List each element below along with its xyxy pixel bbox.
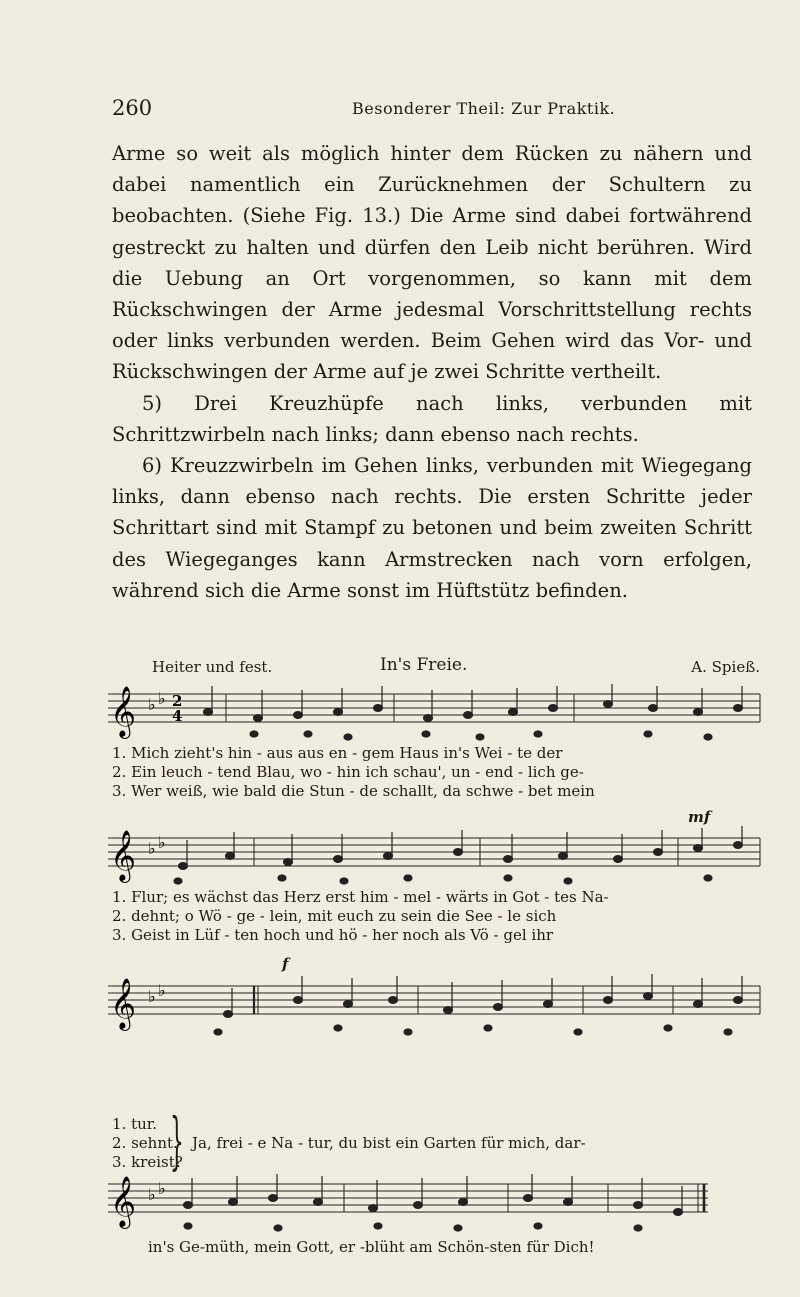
- dynamic-marking: f: [282, 955, 289, 973]
- lyric-line: 1. Flur; es wächst das Herz erst him - mel - wärts in Got - tes Na-: [112, 888, 609, 906]
- verse-ending: 3. kreist?: [112, 1153, 183, 1171]
- lyric-line: 3. Wer weiß, wie bald die Stun - de schallt, da schwe - bet mein: [112, 782, 595, 800]
- dynamic-marking: mf: [688, 808, 711, 826]
- tempo-marking: Heiter und fest.: [152, 658, 273, 676]
- flat-icon: ♭: [148, 1185, 156, 1204]
- lyric-line: 1. Mich zieht's hin - aus aus en - gem Haus in's Wei - te der: [112, 744, 563, 762]
- song-header: [110, 655, 760, 682]
- page-number: 260: [112, 96, 153, 120]
- treble-clef-icon: 𝄞: [110, 686, 137, 737]
- lyric-line: 2. Ein leuch - tend Blau, wo - hin ich schau', un - end - lich ge-: [112, 763, 584, 781]
- flat-icon: ♭: [158, 833, 166, 852]
- verse-ending: 1. tur.: [112, 1115, 158, 1133]
- treble-clef-icon: 𝄞: [110, 830, 137, 881]
- running-head: Besonderer Theil: Zur Praktik.: [352, 99, 616, 118]
- time-signature: 2: [172, 692, 183, 710]
- paragraph: Arme so weit als möglich hinter dem Rücken zu nähern und dabei namentlich ein Zurücknehmen der Schultern zu beobachten. (Siehe Fig. 13.) Die Arme sind dabei fortwährend gestreckt zu halten und dürfen den Leib nicht berühren. Wird die Uebung an Ort vorgenommen, so kann mit dem Rückschwingen der Arme jedesmal Vorschrittstellung rechts oder links verbunden werden. Beim Gehen wird das Vor- und Rückschwingen der Arme auf je zwei Schritte vertheilt.: [112, 142, 752, 384]
- flat-icon: ♭: [148, 987, 156, 1006]
- page-header: [112, 96, 752, 126]
- treble-clef-icon: 𝄞: [110, 1176, 137, 1227]
- paragraph: 5) Drei Kreuzhüpfe nach links, verbunden mit Schrittzwirbeln nach links; dann ebenso nach rechts.: [112, 391, 752, 446]
- refrain-lyrics: in's Ge-müth, mein Gott, er -blüht am Schön-sten für Dich!: [148, 1238, 595, 1256]
- music-staff: [108, 826, 763, 888]
- flat-icon: ♭: [158, 1179, 166, 1198]
- body-text: [112, 138, 752, 606]
- lyrics-system-2: [112, 888, 609, 945]
- time-signature: 4: [172, 707, 183, 725]
- flat-icon: ♭: [148, 695, 156, 714]
- lyrics-system-1: [112, 744, 595, 801]
- music-staff: [108, 1170, 763, 1236]
- music-staff: [108, 972, 763, 1042]
- lyric-line: 3. Geist in Lüf - ten hoch und hö - her noch als Vö - gel ihr: [112, 926, 554, 944]
- flat-icon: ♭: [158, 689, 166, 708]
- flat-icon: ♭: [158, 981, 166, 1000]
- lyric-line: 2. dehnt; o Wö - ge - lein, mit euch zu sein die See - le sich: [112, 907, 557, 925]
- refrain-lyrics: Ja, frei - e Na - tur, du bist ein Garten für mich, dar-: [192, 1134, 586, 1152]
- flat-icon: ♭: [148, 839, 156, 858]
- verse-ending: 2. sehnt.: [112, 1134, 178, 1152]
- song-title: In's Freie.: [380, 655, 468, 675]
- music-staff: [108, 682, 763, 744]
- treble-clef-icon: 𝄞: [110, 978, 137, 1029]
- paragraph: 6) Kreuzzwirbeln im Gehen links, verbunden mit Wiegegang links, dann ebenso nach rechts. Die ersten Schritte jeder Schrittart sind mit Stampf zu betonen und beim zweiten Schritt des Wiegeganges kann Armstrecken nach vorn erfolgen, während sich die Arme sonst im Hüftstütz befinden.: [112, 454, 752, 602]
- composer: A. Spieß.: [691, 658, 760, 676]
- brace-icon: }: [170, 1104, 184, 1177]
